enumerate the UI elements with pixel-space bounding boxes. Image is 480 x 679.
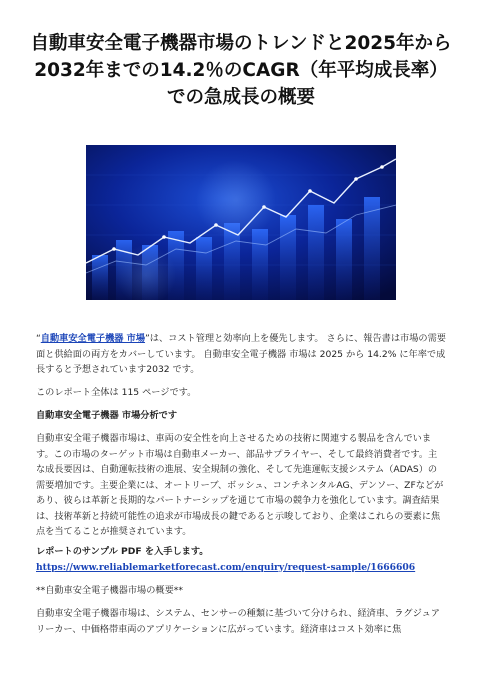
overview-heading: **自動車安全電子機器市場の概要** — [36, 585, 183, 596]
open-quote: “ — [36, 333, 41, 344]
market-link[interactable]: 自動車安全電子機器 市場 — [40, 333, 146, 344]
page-title: 自動車安全電子機器市場のトレンドと2025年から2032年までの14.2％のCAGR（年平均成長率）での急成長の概要 — [30, 33, 452, 108]
analysis-paragraph: 自動車安全電子機器市場は、車両の安全性を向上させるための技術に関連する製品を含んでいます。この市場のターゲット市場は自動車メーカー、部品サプライヤー、そして最終消費者です。主な成長要因は、自動運転技術の進展、安全規制の強化、そして先進運転支援システム（ADAS）の需要増加です。主要企業には、オートリーブ、ボッシュ、コンチネンタルAG、デンソー、ZFなどがあり、彼らは革新と長期的なパートナーシップを通じて市場の競争力を強化しています。調査結果は、技術革新と持続可能性の追求が市場成長の鍵であると示唆しており、企業はこれらの要素に焦点を当てることが推奨されています。 — [36, 433, 444, 537]
sample-request — [36, 544, 446, 575]
intro-paragraph — [36, 331, 446, 378]
intro-text: ”は、コスト管理と効率向上を優先します。 さらに、報告書は市場の需要面と供給面の両方をカバーしています。 自動車安全電子機器 市場は 2025 から 14.2% に年率で成長すると予想されています2032 です。 — [36, 333, 446, 375]
rising-chart-illustration-icon — [86, 145, 396, 300]
overview-paragraph: 自動車安全電子機器市場は、システム、センサーの種類に基づいて分けられ、経済車、ラグジュアリーカー、中価格帯車両のアプリケーションに広がっています。経済車はコスト効率に焦 — [36, 608, 440, 635]
analysis-heading: 自動車安全電子機器 市場分析です — [36, 410, 178, 421]
hero-image — [86, 145, 396, 300]
sample-url-link[interactable]: https://www.reliablemarketforecast.com/enquiry/request-sample/1666606 — [36, 561, 416, 573]
sample-label: レポートのサンプル PDF を入手します。 — [36, 546, 209, 557]
page-count-text: このレポート全体は 115 ページです。 — [36, 387, 197, 398]
